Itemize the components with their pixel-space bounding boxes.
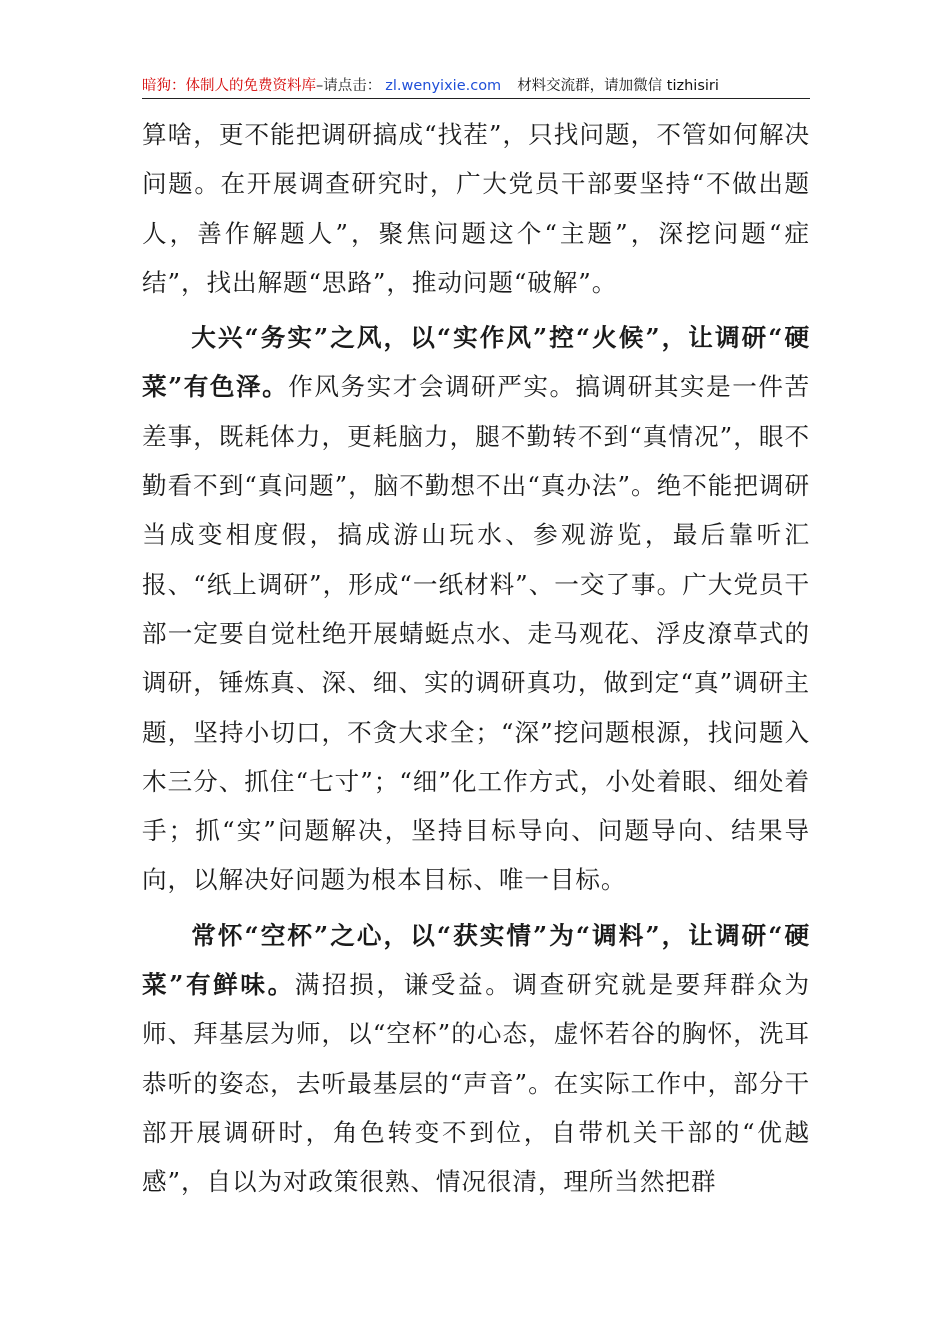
- header-divider: [142, 98, 810, 99]
- page-header: [142, 74, 810, 95]
- header-wechat-note: 材料交流群，请加微信 tizhisiri: [517, 78, 719, 94]
- paragraph-2-heading: 大兴“务实”之风，以“实作风”控“火候”，让调研“硬菜”有色泽。: [142, 323, 810, 402]
- paragraph-3-heading: 常怀“空杯”之心，以“获实情”为“调料”，让调研“硬菜”有鲜味。: [142, 920, 810, 1000]
- paragraph-3-text: 满招损，谦受益。调查研究就是要拜群众为师、拜基层为师，以“空杯”的心态，虚怀若谷的胸怀，洗耳恭听的姿态，去听最基层的“声音”。在实际工作中，部分干部开展调研时，角色转变不到位，自带机关干部的“优越感”，自以为对政策很熟、情况很清，理所当然把群: [142, 970, 810, 1197]
- header-click-prompt: –请点击：: [316, 78, 382, 94]
- paragraph-2-text: 作风务实才会调研严实。搞调研其实是一件苦差事，既耗体力，更耗脑力，腿不勤转不到“真情况”，眼不勤看不到“真问题”，脑不勤想不出“真办法”。绝不能把调研当成变相度假，搞成游山玩水、参观游览，最后靠听汇报、“纸上调研”，形成“一纸材料”、一交了事。广大党员干部一定要自觉杜绝开展蜻蜓点水、走马观花、浮皮潦草式的调研，锤炼真、深、细、实的调研真功，做到定“真”调研主题，坚持小切口，不贪大求全；“深”挖问题根源，找问题入木三分、抓住“七寸”；“细”化工作方式，小处着眼、细处着手；抓“实”问题解决，坚持目标导向、问题导向、结果导向，以解决好问题为根本目标、唯一目标。: [142, 372, 810, 895]
- paragraph-1-text: 算啥，更不能把调研搞成“找茬”，只找问题，不管如何解决问题。在开展调查研究时，广大党员干部要坚持“不做出题人，善作解题人”，聚焦问题这个“主题”，深挖问题“症结”，找出解题“思路”，推动问题“破解”。: [142, 120, 810, 297]
- header-site-name: 暗狗：体制人的免费资料库: [142, 78, 316, 94]
- paragraph-1: [142, 110, 810, 307]
- paragraph-3: [142, 911, 810, 1207]
- paragraph-2: [142, 313, 810, 905]
- header-link[interactable]: zl.wenyixie.com: [385, 78, 502, 94]
- document-body: [142, 110, 810, 1207]
